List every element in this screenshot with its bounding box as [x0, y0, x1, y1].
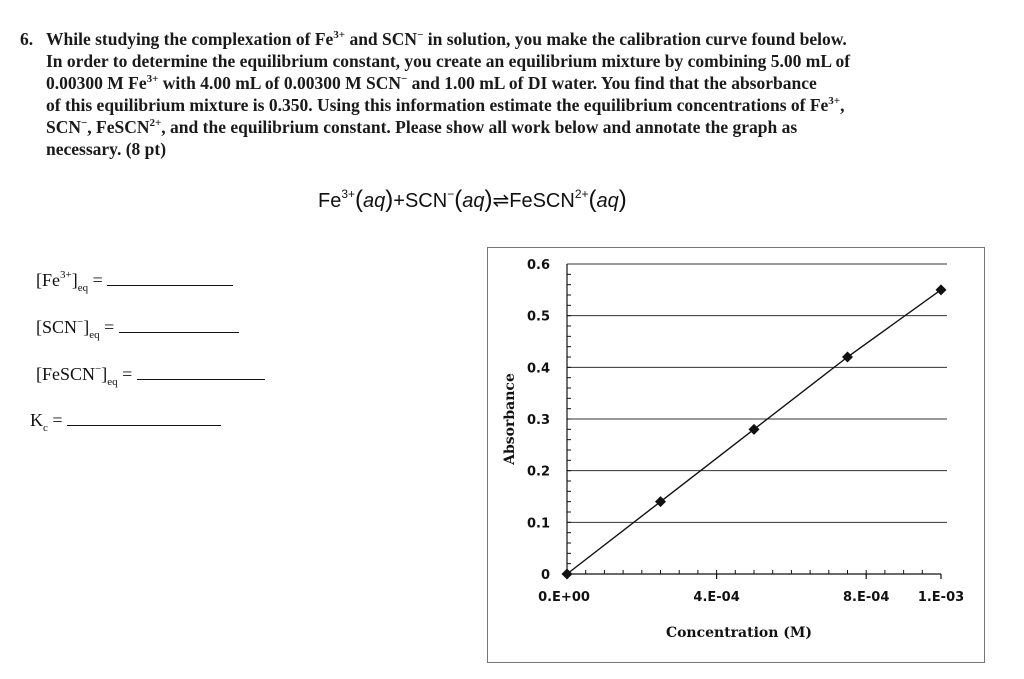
paren: (: [355, 186, 364, 213]
charge-superscript: −: [77, 316, 84, 328]
y-tick-label-4: 0.4: [526, 361, 550, 377]
phase-label: aq: [596, 190, 619, 212]
text-segment: While studying the complexation of Fe: [46, 29, 334, 49]
text-segment: , and the equilibrium constant. Please show all work below and annotate the graph as: [161, 117, 798, 137]
y-tick-label-6: 0.6: [526, 258, 550, 273]
problem-line-1: [46, 28, 847, 50]
thiocyanate-charge: −: [447, 187, 455, 201]
paren: ): [618, 186, 627, 213]
scn-answer-blank[interactable]: [119, 318, 239, 333]
bracket-close: ]: [101, 364, 108, 384]
paren: (: [454, 186, 463, 213]
answer-kc: [30, 410, 221, 434]
x-tick-label-3: 1.E-03: [917, 590, 965, 605]
complex-charge: 2+: [574, 187, 589, 201]
text-segment: , FeSCN: [87, 117, 150, 137]
fescn-answer-blank[interactable]: [137, 365, 265, 380]
equals-sign: =: [117, 364, 133, 384]
problem-line-5: [46, 116, 797, 138]
y-axis-title: Absorbance: [502, 373, 518, 465]
charge-superscript: −: [400, 73, 408, 85]
answer-fescn-eq: [36, 363, 265, 388]
problem-line-4: [46, 94, 844, 116]
charge-superscript: 3+: [60, 269, 72, 281]
x-tick-label-2: 8.E-04: [843, 590, 890, 605]
y-tick-label-2: 0.2: [526, 464, 550, 480]
text-segment: necessary. (8 pt): [46, 139, 167, 159]
text-segment: SCN: [46, 117, 82, 137]
charge-superscript: 3+: [333, 29, 346, 41]
c-subscript: c: [43, 422, 48, 434]
text-segment: 0.00300 M Fe: [46, 73, 147, 93]
charge-superscript: −: [95, 363, 102, 375]
charge-superscript: −: [417, 29, 424, 41]
problem-number: 6.: [20, 29, 34, 49]
x-tick-label-1: 4.E-04: [693, 590, 740, 605]
reactant-iron: Fe: [318, 190, 342, 212]
problem-line-6: [46, 138, 166, 160]
x-tick-label-0: 0.E+00: [538, 590, 590, 605]
equals-sign: =: [88, 270, 103, 290]
text-segment: with 4.00 mL of 0.00300 M SCN: [158, 73, 401, 93]
answer-fe-eq: [36, 269, 233, 294]
phase-label: aq: [363, 190, 386, 212]
problem-line-2: [46, 50, 850, 72]
bracket-close: ]: [71, 270, 78, 290]
eq-subscript: eq: [89, 329, 100, 341]
bracket-open: [Fe: [36, 270, 60, 290]
text-segment: of this equilibrium mixture is 0.350. Using this information estimate the equilibrium concentrations of Fe: [46, 95, 829, 115]
paren: ): [385, 186, 394, 213]
y-tick-label-3: 0.3: [526, 413, 550, 428]
y-tick-label-1: 0.1: [526, 516, 550, 532]
text-segment: and SCN: [345, 29, 418, 49]
reactant-thiocyanate: SCN: [404, 190, 448, 212]
bracket-close: ]: [83, 317, 90, 337]
data-point-4: [936, 284, 947, 295]
eq-subscript: eq: [107, 376, 118, 388]
answer-scn-eq: [36, 316, 239, 341]
charge-superscript: −: [81, 117, 88, 129]
y-tick-label-0: 0: [540, 568, 550, 583]
bracket-open: [FeSCN: [36, 364, 96, 384]
text-segment: in solution, you make the calibration curve found below.: [423, 29, 847, 49]
text-segment: and 1.00 mL of DI water. You find that the absorbance: [407, 73, 817, 93]
text-segment: ,: [840, 95, 845, 115]
text-segment: In order to determine the equilibrium constant, you create an equilibrium mixture by combining 5.00 mL of: [46, 51, 851, 71]
iron-charge: 3+: [341, 187, 356, 201]
eq-subscript: eq: [77, 282, 89, 294]
reaction-equation: [318, 186, 627, 214]
x-axis-title: Concentration (M): [665, 625, 813, 641]
paren: (: [588, 186, 597, 213]
kc-answer-blank[interactable]: [67, 411, 221, 426]
equals-sign: =: [47, 410, 63, 430]
paren: ): [484, 186, 493, 213]
equals-sign: =: [99, 317, 115, 337]
k-symbol: K: [30, 410, 43, 430]
phase-label: aq: [462, 190, 485, 212]
y-tick-label-5: 0.5: [526, 309, 550, 325]
charge-superscript: 3+: [146, 73, 159, 85]
problem-line-3: [46, 72, 817, 94]
calibration-chart: [487, 247, 985, 663]
fe-answer-blank[interactable]: [107, 271, 233, 286]
bracket-open: [SCN: [36, 317, 78, 337]
equilibrium-arrow-icon: ⇌: [492, 190, 510, 212]
plus-sign: +: [393, 190, 405, 212]
charge-superscript: 3+: [828, 95, 841, 107]
product-complex: FeSCN: [509, 190, 575, 212]
charge-superscript: 2+: [149, 117, 162, 129]
